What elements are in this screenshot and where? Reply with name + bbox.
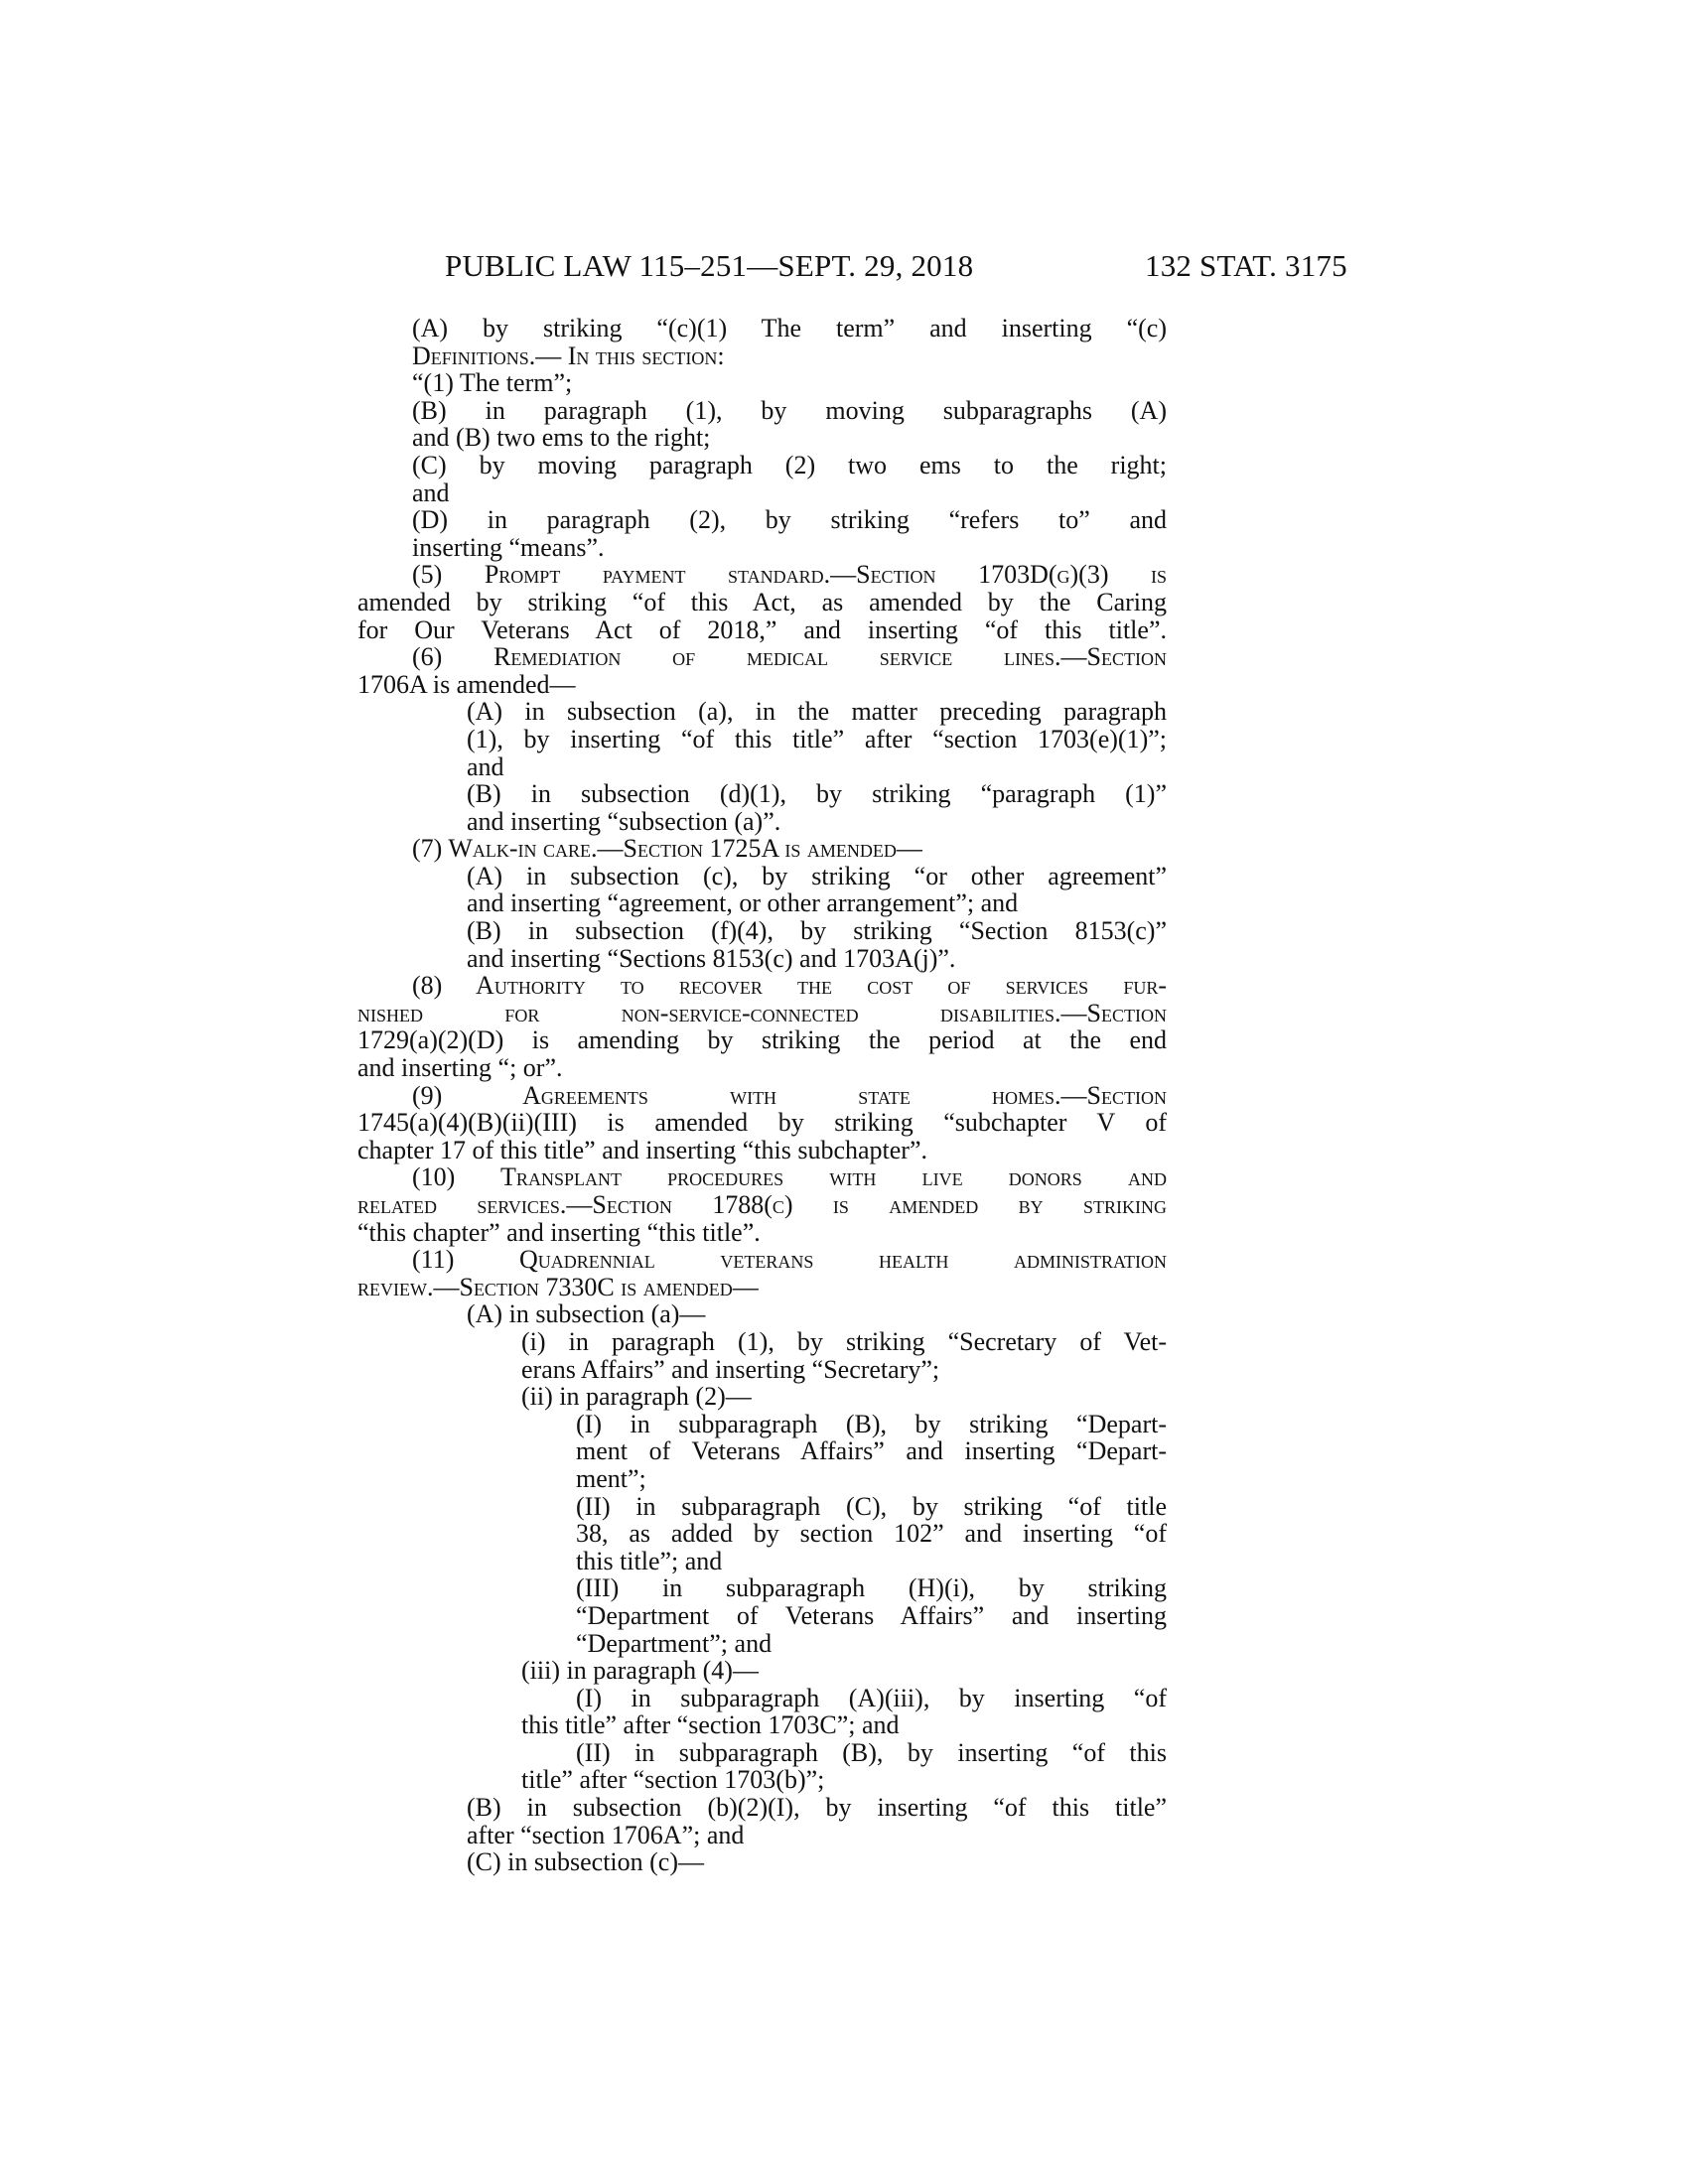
text-line: this title”; and xyxy=(576,1546,723,1575)
text-line: and inserting “agreement, or other arrangement”; and xyxy=(467,888,1019,918)
text-line: (B) in subsection (f)(4), by striking “Section 8153(c)” xyxy=(467,916,1167,946)
text-line: after “section 1706A”; and xyxy=(467,1820,745,1849)
text-line: (I) in subparagraph (A)(iii), by inserting “of xyxy=(576,1683,1167,1712)
text-line: 38, as added by section 102” and inserting “of xyxy=(576,1519,1167,1549)
text-line: and inserting “subsection (a)”. xyxy=(467,806,781,836)
text-line: (II) in subparagraph (B), by inserting “of this xyxy=(576,1737,1167,1767)
text-line: (5) Prompt payment standard.—Section 1703D(g)(3) is xyxy=(412,560,1167,590)
text-line: inserting “means”. xyxy=(412,532,605,562)
text-line: (1), by inserting “of this title” after “section 1703(e)(1)”; xyxy=(467,724,1167,753)
text-line: for Our Veterans Act of 2018,” and inserting “of this title”. xyxy=(357,614,1167,644)
text-line: Definitions.— In this section: xyxy=(412,341,725,370)
running-title: PUBLIC LAW 115–251—SEPT. 29, 2018 xyxy=(445,248,974,283)
text-line: amended by striking “of this Act, as amended by the Caring xyxy=(357,587,1167,616)
text-line: 1729(a)(2)(D) is amending by striking the period at the end xyxy=(357,1025,1167,1055)
text-line: (B) in subsection (d)(1), by striking “paragraph (1)” xyxy=(467,779,1167,809)
text-line: chapter 17 of this title” and inserting “this subchapter”. xyxy=(357,1135,927,1164)
text-line: “(1) The term”; xyxy=(412,368,573,398)
text-line: “Department of Veterans Affairs” and inserting xyxy=(576,1600,1167,1630)
text-line: (11) Quadrennial veterans health administration xyxy=(412,1245,1167,1275)
text-line: (III) in subparagraph (H)(i), by striking xyxy=(576,1573,1167,1603)
text-line: 1706A is amended— xyxy=(357,669,576,699)
text-line: “Department”; and xyxy=(576,1628,773,1658)
text-line: 1745(a)(4)(B)(ii)(III) is amended by striking “subchapter V of xyxy=(357,1108,1167,1138)
text-line: (10) Transplant procedures with live donors and xyxy=(412,1162,1167,1192)
text-line: review.—Section 7330C is amended— xyxy=(357,1272,759,1301)
text-line: (C) by moving paragraph (2) two ems to the right; xyxy=(412,450,1167,479)
text-line: “this chapter” and inserting “this title”. xyxy=(357,1217,761,1247)
text-line: (II) in subparagraph (C), by striking “of title xyxy=(576,1491,1167,1521)
text-line: (A) in subsection (a), in the matter preceding paragraph xyxy=(467,697,1167,727)
text-line: ment”; xyxy=(576,1463,646,1493)
text-line: (B) in subsection (b)(2)(I), by inserting “of this title” xyxy=(467,1793,1167,1823)
text-line: (iii) in paragraph (4)— xyxy=(521,1656,759,1686)
text-line: (B) in paragraph (1), by moving subparagraphs (A) xyxy=(412,395,1167,425)
text-line: and (B) two ems to the right; xyxy=(412,423,711,453)
text-line: related services.—Section 1788(c) is amended by striking xyxy=(357,1190,1167,1219)
text-line: (A) in subsection (c), by striking “or other agreement” xyxy=(467,861,1167,890)
text-line: (7) Walk-in care.—Section 1725A is amended— xyxy=(412,834,922,864)
text-line: (A) in subsection (a)— xyxy=(467,1299,706,1329)
text-line: this title” after “section 1703C”; and xyxy=(521,1710,900,1740)
text-line: erans Affairs” and inserting “Secretary”; xyxy=(521,1354,940,1384)
text-line: and xyxy=(467,751,504,781)
text-line: (C) in subsection (c)— xyxy=(467,1847,705,1877)
text-line: title” after “section 1703(b)”; xyxy=(521,1765,825,1795)
stat-page-number: 132 STAT. 3175 xyxy=(1145,248,1347,283)
text-line: (9) Agreements with state homes.—Section xyxy=(412,1080,1167,1110)
text-line: (ii) in paragraph (2)— xyxy=(521,1382,752,1412)
text-line: and inserting “; or”. xyxy=(357,1053,563,1083)
text-line: (8) Authority to recover the cost of services fur- xyxy=(412,971,1167,1001)
text-line: (A) by striking “(c)(1) The term” and inserting “(c) xyxy=(412,314,1167,342)
text-line: (i) in paragraph (1), by striking “Secretary of Vet- xyxy=(521,1326,1167,1356)
text-line: (6) Remediation of medical service lines.—Section xyxy=(412,642,1167,672)
text-line: ment of Veterans Affairs” and inserting “Depart- xyxy=(576,1436,1167,1466)
text-line: nished for non-service-connected disabilities.—Section xyxy=(357,998,1167,1027)
statute-body xyxy=(357,315,1167,1876)
text-line: and inserting “Sections 8153(c) and 1703A(j)”. xyxy=(467,943,956,973)
text-line: (I) in subparagraph (B), by striking “Depart- xyxy=(576,1409,1167,1438)
text-line: and xyxy=(412,478,450,507)
text-line: (D) in paragraph (2), by striking “refers to” and xyxy=(412,505,1167,535)
